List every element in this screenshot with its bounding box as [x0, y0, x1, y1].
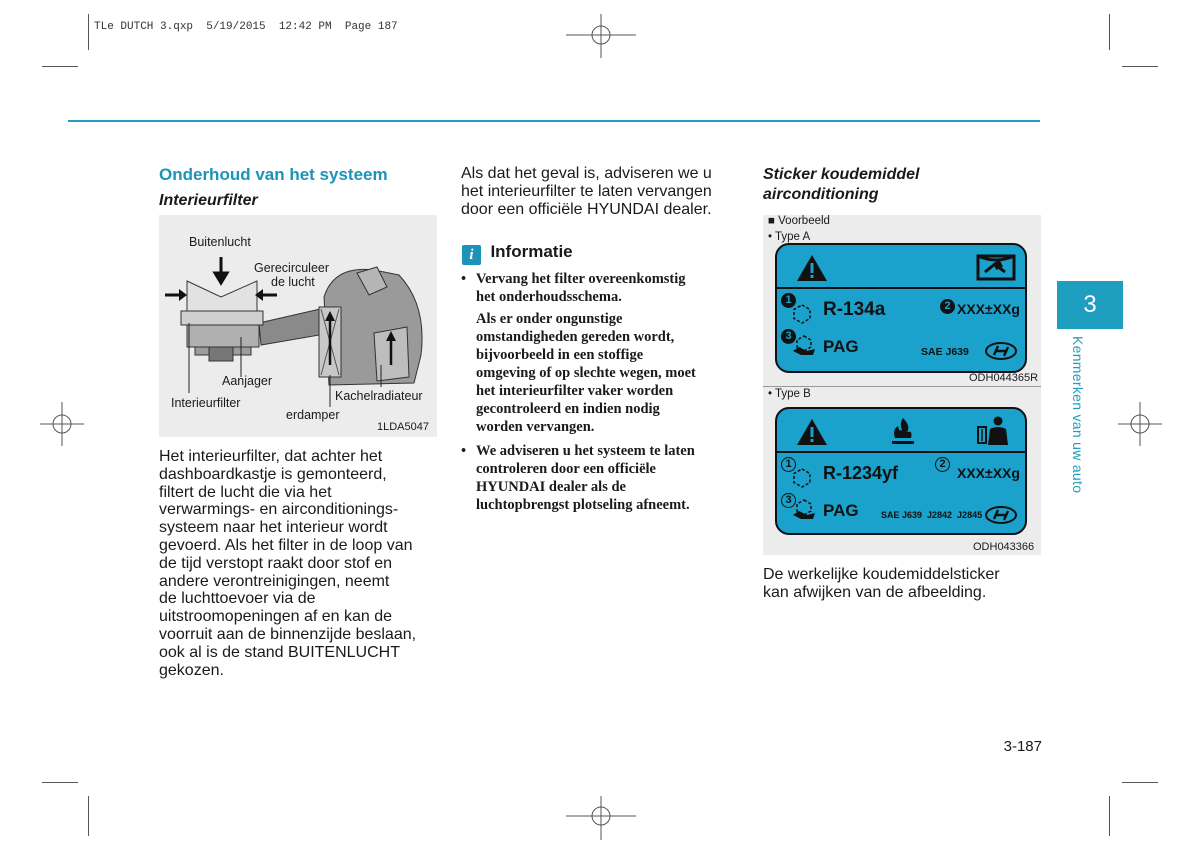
section-heading: Onderhoud van het systeem [159, 165, 388, 184]
sticker-b-oil: PAG [823, 501, 859, 520]
label-recirculated-air-2: de lucht [271, 275, 315, 289]
sticker-type-b [775, 407, 1027, 535]
sticker-a-num-2: 2 [940, 299, 955, 314]
oil-can-icon [791, 335, 817, 359]
subsection-heading: Interieurfilter [159, 192, 258, 209]
warning-icon [795, 417, 829, 447]
sticker-b-divider [777, 451, 1025, 453]
info-bullet-2: • We adviseren u het systeem te laten controleren door een officiële HYUNDAI dealer als de luchtopbrengst plotseling afneemt. [461, 443, 695, 513]
registration-mark-bottom [566, 796, 636, 840]
sticker-a-code: ODH044365R [969, 372, 1039, 384]
cabin-filter-paragraph: Het interieurfilter, dat achter het dashboardkastje is gemonteerd, filtert de lucht die via het verwarmings- en airconditionings- systeem naar het interieur wordt gevoerd. Als het filter in de loop van de tijd verstopt raakt door stof en andere verontreinigingen, neemt de luchttoevoer via de uitstroomopeningen af en kan de voorruit aan de binnenzijde beslaan, ook al is de stand BUITENLUCHT gekozen. [159, 448, 417, 679]
sticker-b-num-2: 2 [935, 457, 950, 472]
chapter-title: Kenmerken van uw auto [1070, 336, 1086, 494]
label-blower: Aanjager [222, 374, 273, 388]
type-a-label: • Type A [768, 231, 811, 243]
type-b-label: • Type B [768, 388, 811, 400]
sticker-a-divider [777, 287, 1025, 289]
hyundai-logo-icon [985, 506, 1017, 524]
label-heater-core: Kachelradiateur [335, 389, 423, 403]
refrigerant-molecule-icon [791, 467, 813, 489]
sticker-a-refrigerant: R-134a [823, 299, 886, 320]
sticker-b-code: ODH043366 [973, 541, 1035, 553]
hyundai-logo-icon [985, 342, 1017, 360]
info-heading [462, 242, 573, 265]
info-icon: i [462, 245, 481, 265]
label-evaporator: erdamper [286, 408, 340, 422]
technician-icon [975, 415, 1011, 447]
label-recirculated-air-1: Gerecirculeer [254, 261, 330, 275]
info-bullet-1-continued: Als er onder ongunstige omstandigheden gereden wordt, bijvoorbeeld in een stoffige omgeving of op slechte wegen, moet het interieurfilter vaker worden gecontroleerd en indien nodig worden vervangen. [476, 311, 696, 435]
sticker-figure [763, 215, 1041, 555]
info-title: Informatie [490, 242, 573, 261]
chapter-tab: 3 [1057, 281, 1123, 329]
oil-can-icon [791, 499, 817, 523]
refrigerant-molecule-icon [791, 303, 813, 325]
service-manual-icon [975, 252, 1017, 282]
example-label: ■ Voorbeeld [768, 215, 830, 227]
sticker-separator [763, 386, 1041, 387]
sticker-b-amount: XXX±XXg [957, 465, 1020, 481]
cabin-filter-figure [159, 215, 437, 437]
sticker-a-num-3: 3 [781, 329, 796, 344]
warning-icon [795, 253, 829, 283]
sticker-a-standard: SAE J639 [921, 346, 969, 358]
label-cabin-filter: Interieurfilter [171, 396, 241, 410]
registration-mark-right [1118, 402, 1162, 446]
sticker-heading: Sticker koudemiddel airconditioning [763, 166, 920, 203]
sticker-b-num-1: 1 [781, 457, 796, 472]
header-rule [68, 120, 1040, 122]
sticker-a-amount: XXX±XXg [957, 301, 1020, 317]
figure-code: 1LDA5047 [377, 421, 429, 433]
sticker-b-refrigerant: R-1234yf [823, 463, 899, 483]
sticker-b-num-3: 3 [781, 493, 796, 508]
sticker-b-standard: SAE J639 J2842 J2845 [881, 510, 983, 520]
dealer-advice-paragraph: Als dat het geval is, adviseren we u het interieurfilter te laten vervangen door een officiële HYUNDAI dealer. [461, 165, 712, 218]
label-outside-air: Buitenlucht [189, 235, 251, 249]
sticker-a-oil: PAG [823, 337, 859, 356]
page-number: 3-187 [1003, 738, 1042, 755]
sticker-note-paragraph: De werkelijke koudemiddelsticker kan afwijken van de afbeelding. [763, 566, 1000, 601]
info-bullet-1: • Vervang het filter overeenkomstig het onderhoudsschema. [461, 271, 686, 305]
registration-mark-left [40, 402, 84, 446]
flammable-icon [889, 416, 917, 446]
info-bullets [461, 270, 740, 514]
registration-mark-top [566, 14, 636, 58]
sticker-type-a [775, 243, 1027, 373]
sticker-a-num-1: 1 [781, 293, 796, 308]
print-slug: TLe DUTCH 3.qxp 5/19/2015 12:42 PM Page 187 [94, 21, 398, 33]
